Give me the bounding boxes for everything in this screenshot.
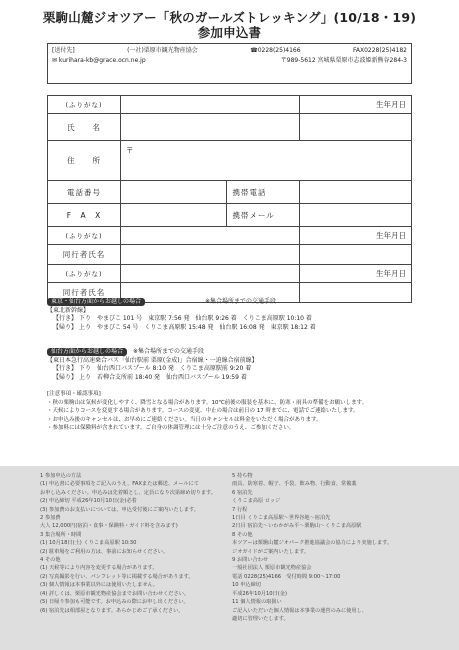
fax-field[interactable] [121, 204, 227, 227]
contact-fax: FAX0228(25)4182 [352, 47, 407, 54]
info-line: ジオガイドがご案内いたします。 [232, 548, 310, 555]
info-line: (6) 宿泊先は相部屋となります。あらかじめご了承ください。 [40, 607, 184, 614]
furigana-label: (ふりがな) [48, 96, 121, 114]
name-label: 氏 名 [48, 114, 121, 141]
info-line: 2日目 宿泊先〜いわかがみ平〜栗駒山〜くりこま高原駅 [232, 523, 362, 530]
transport-section-2 [47, 348, 258, 382]
info-line: 3 集合場所・時間 [40, 531, 82, 538]
contact-org: (一社)栗原市観光物産協会 [127, 47, 198, 54]
info-line: 平成26年10月10日(金) [232, 590, 287, 597]
info-line: 電話 0228(25)4166 受付時間 9:00〜17:00 [232, 573, 341, 580]
companion1-birthdate-field[interactable]: 生年月日 [300, 227, 412, 245]
mobile-mail-field[interactable] [300, 204, 412, 227]
info-line: 1日目 くりこま高原駅〜世界谷地〜宿泊先 [232, 515, 331, 522]
info-line: (3) 個人情報は本事業以外には使用いたしません。 [40, 582, 159, 589]
info-line: (4) 詳しくは、栗原市観光物産協会までお問い合わせください。 [40, 590, 190, 597]
transport2-go: 【行き】 下り 仙台西口バスプール 8:10 発 くりこま高原駅前 9:20 着 [53, 365, 252, 373]
companion1-name-field[interactable] [121, 245, 300, 265]
companion2-name-label: 同行者氏名 [48, 283, 121, 303]
info-line: 本ツアーは栗駒山麓ジオパーク推進協議会の協力により実施します。 [232, 540, 393, 547]
info-line: 大人 12,000円(宿泊・食事・保険料・ガイド料を含みます) [40, 523, 178, 530]
info-line: 10 申込締切 [232, 582, 261, 589]
info-line: 11 個人情報の取扱い [232, 599, 282, 606]
info-line: 2 参加費 [40, 515, 61, 522]
address-label: 住 所 [48, 141, 121, 181]
info-line: 一般社団法人 栗原市観光物産協会 [232, 565, 312, 572]
info-line: 5 持ち物 [232, 473, 253, 479]
phone-label: 電話番号 [48, 181, 121, 204]
title-line-1: 栗駒山麓ジオツアー「秋のガールズトレッキング」(10/18・19) [42, 10, 417, 25]
companion2-birthdate-field[interactable]: 生年月日 [300, 265, 412, 283]
notes-section [47, 390, 412, 433]
note-line: ・天候によりコースを変更する場合があります。コースの変更、中止の場合は前日の 17 時までに、電話でご連絡いたします。 [47, 408, 359, 414]
info-line: (1) 申込書に必要事項をご記入のうえ、FAXまたは郵送、メールにて [40, 481, 199, 488]
notes-heading: [注意事項・確認事項] [47, 391, 101, 397]
info-line: くりこま高原 ロッジ [232, 498, 281, 505]
transport2-back: 【帰り】 上り 若柳合支所前 18:40 発 仙台西口バスプール 19:59 着 [53, 373, 247, 381]
contact-email: ✉ kurihara-kb@grace.ocn.ne.jp [52, 56, 146, 64]
info-line: 1 参加申込の方法 [40, 473, 82, 479]
note-line: ・参加料には保険料が含まれています。ご自身の体調管理には十分ご注意のうえ、ご参加ください。 [47, 425, 295, 431]
name-extra-field[interactable] [300, 114, 412, 141]
companion2-furigana-field[interactable] [121, 265, 300, 283]
contact-address: 〒989-5612 宮城県栗原市志波姫新熊谷284-3 [280, 56, 407, 64]
info-line: 9 お問い合わせ [232, 557, 269, 564]
contact-row-1 [52, 46, 407, 56]
info-line: (5) 日帰り参加も可能です。お申込みの際にお申し出ください。 [40, 599, 189, 606]
contact-box [47, 43, 412, 84]
info-line: 4 その他 [40, 557, 61, 564]
contact-tel: ☎0228(25)4166 [250, 47, 301, 54]
note-line: ・秋の栗駒山は気候が変化しやすく、降雪となる場合があります。10℃前後の服装を基本に、防寒・雨具の準備をお願いします。 [47, 399, 368, 406]
info-line: (2) 駐車場をご利用の方は、事前にお知らせください。 [40, 548, 169, 555]
transport2-heading: 【東日本急行高速乗合バス「仙台駅前 栗原(金成)」合宿線・一迫線合宿前線】 [47, 356, 258, 364]
contact-label: [送付先] [52, 47, 75, 54]
info-line: (2) 写真撮影を行い、パンフレット等に掲載する場合があります。 [40, 573, 194, 580]
transport1-note: ※集合場所までの交通手段 [205, 298, 277, 305]
companion1-furigana-label: (ふりがな) [48, 227, 121, 245]
info-line: 6 宿泊先 [232, 489, 253, 496]
info-line: ご記入いただいた個人情報は本事業の運営のみに使用し、 [232, 607, 367, 614]
info-column-left [40, 472, 225, 615]
name-field[interactable] [121, 114, 300, 141]
transport1-back: 【帰り】 上り やまびこ 54 号 くりこま高原駅 15:48 発 仙台駅 16:08 発 東京駅 18:12 着 [53, 323, 316, 331]
address-field[interactable] [121, 141, 412, 181]
application-form [47, 95, 412, 303]
info-line: (1) 10月18日(土) くりこま高原駅 10:30 [40, 540, 137, 547]
furigana-field[interactable] [121, 96, 300, 114]
page-title [0, 10, 459, 40]
fax-label: F A X [48, 204, 121, 227]
info-line: (2) 申込締切 平成26年10月10日(金)必着 [40, 498, 137, 505]
info-line: 7 行程 [232, 506, 248, 513]
info-line: 雨具、防寒着、帽子、手袋、飲み物、行動食、常備薬 [232, 481, 357, 488]
info-line: 8 その他 [232, 531, 253, 538]
transport2-note: ※集合場所までの交通手段 [133, 348, 205, 355]
mobile-phone-label: 携帯電話 [227, 181, 300, 204]
companion2-extra-field[interactable] [300, 283, 412, 303]
birthdate-field[interactable]: 生年月日 [300, 96, 412, 114]
mobile-mail-label: 携帯メール [227, 204, 300, 227]
info-line: (3) 参加費のお支払いについては、申込受付後にご案内いたします。 [40, 506, 199, 513]
postal-mark: 〒 [126, 146, 134, 155]
phone-field[interactable] [121, 181, 227, 204]
title-line-2: 参加申込書 [197, 25, 262, 40]
companion1-name-label: 同行者氏名 [48, 245, 121, 265]
transport-section-1 [47, 298, 316, 332]
companion2-furigana-label: (ふりがな) [48, 265, 121, 283]
note-line: ・お申込み後のキャンセルは、お早めにご連絡ください。当日のキャンセルは料金をいただく場合があります。 [47, 416, 322, 423]
companion1-extra-field[interactable] [300, 245, 412, 265]
transport2-badge: 仙台方面からお越しの場合 [47, 348, 127, 356]
transport1-heading: 【東北新幹線】 [47, 306, 90, 314]
transport1-go: 【行き】 下り やまびこ 101 号 東京駅 7:56 発 仙台駅 9:26 着 くりこま高原駅 10:10 着 [53, 315, 312, 323]
mobile-phone-field[interactable] [300, 181, 412, 204]
companion1-furigana-field[interactable] [121, 227, 300, 245]
info-line: (1) 天候等により内容を変更する場合があります。 [40, 565, 158, 572]
transport1-badge: 東京・仙台方面からお越しの場合 [47, 298, 145, 306]
info-line: お申し込みください。申込みは先着順とし、定員になり次第締め切ります。 [40, 489, 216, 496]
info-column-right [232, 472, 422, 623]
contact-row-2 [52, 56, 407, 66]
info-line: 適切に管理いたします。 [232, 615, 289, 622]
